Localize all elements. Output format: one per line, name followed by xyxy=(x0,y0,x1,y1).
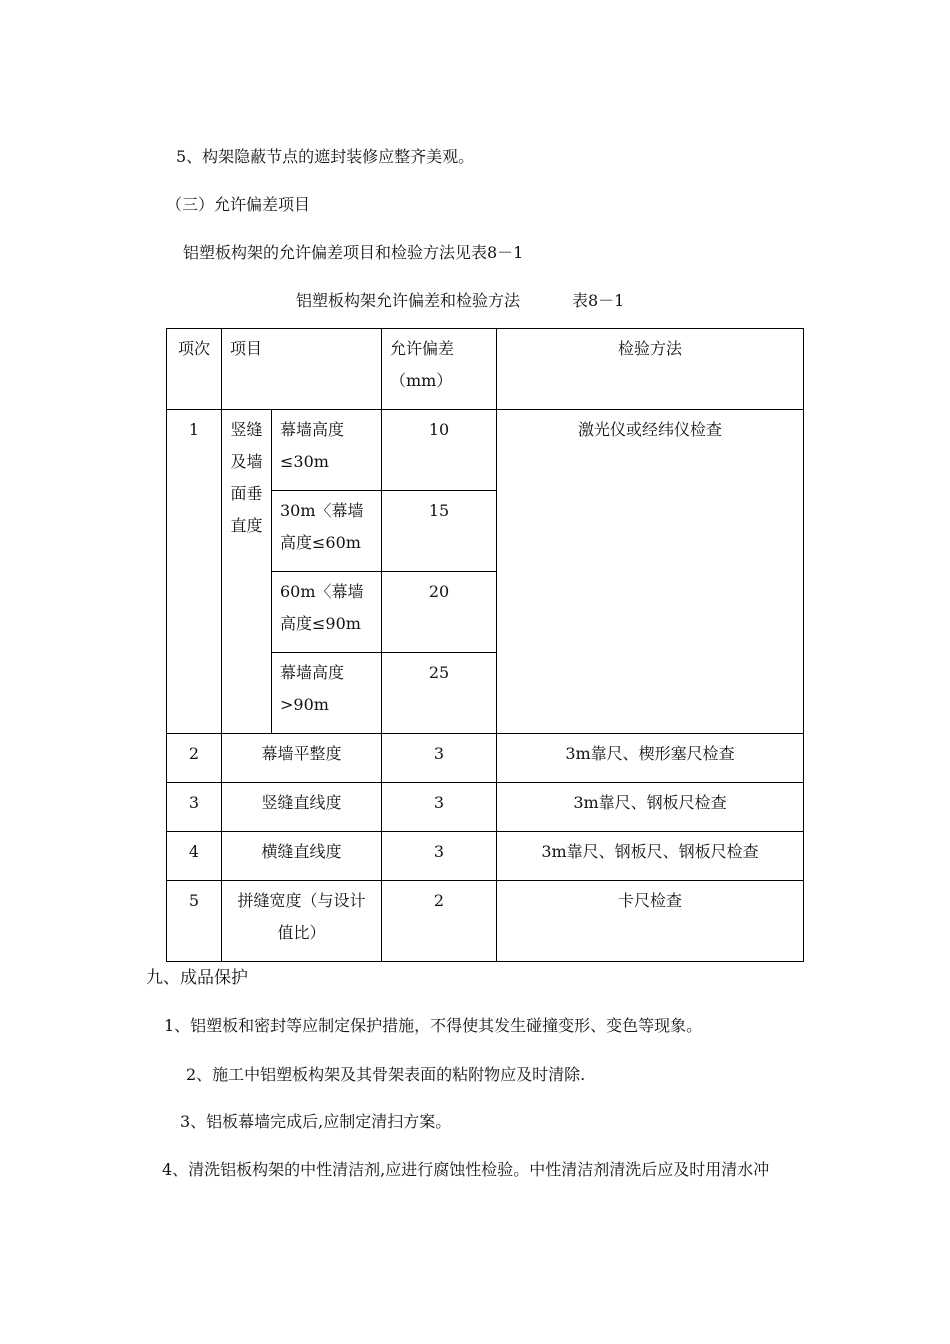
header-tolerance: 允许偏差 （mm） xyxy=(382,329,497,410)
table-header-row xyxy=(167,329,804,410)
table-caption-number: 表8－1 xyxy=(572,291,625,310)
row4-index: 4 xyxy=(167,832,222,881)
header-item: 项目 xyxy=(222,329,382,410)
row1-sub2-condition: 30m〈幕墙 高度≤60m xyxy=(272,491,382,572)
row2-index: 2 xyxy=(167,734,222,783)
row2-item: 幕墙平整度 xyxy=(222,734,382,783)
row2-method: 3m靠尺、楔形塞尺检查 xyxy=(497,734,804,783)
header-index: 项次 xyxy=(167,329,222,410)
row4-value: 3 xyxy=(382,832,497,881)
row3-item: 竖缝直线度 xyxy=(222,783,382,832)
section-9-heading: 九、成品保护 xyxy=(146,968,248,988)
row3-index: 3 xyxy=(167,783,222,832)
row1-item: 竖缝 及墙 面垂 直度 xyxy=(222,410,272,734)
table-row xyxy=(167,832,804,881)
row5-index: 5 xyxy=(167,881,222,962)
section-9-item-3: 3、铝板幕墙完成后,应制定清扫方案。 xyxy=(180,1112,452,1131)
row1-sub4-condition: 幕墙高度 >90m xyxy=(272,653,382,734)
row5-value: 2 xyxy=(382,881,497,962)
tolerance-table xyxy=(166,328,804,962)
row1-sub4-value: 25 xyxy=(382,653,497,734)
table-row xyxy=(167,783,804,832)
row4-method: 3m靠尺、钢板尺、钢板尺检查 xyxy=(497,832,804,881)
section-9-item-2: 2、施工中铝塑板构架及其骨架表面的粘附物应及时清除. xyxy=(186,1065,586,1084)
row3-method: 3m靠尺、钢板尺检查 xyxy=(497,783,804,832)
table-row xyxy=(167,410,804,491)
row1-sub2-value: 15 xyxy=(382,491,497,572)
table-row xyxy=(167,881,804,962)
paragraph-item-5: 5、构架隐蔽节点的遮封装修应整齐美观。 xyxy=(176,147,475,166)
row1-sub1-value: 10 xyxy=(382,410,497,491)
row1-index: 1 xyxy=(167,410,222,734)
row5-method: 卡尺检查 xyxy=(497,881,804,962)
subsection-heading: （三）允许偏差项目 xyxy=(166,195,311,214)
row1-sub3-condition: 60m〈幕墙 高度≤90m xyxy=(272,572,382,653)
header-method: 检验方法 xyxy=(497,329,804,410)
table-reference-paragraph: 铝塑板构架的允许偏差项目和检验方法见表8－1 xyxy=(183,243,524,262)
table-row xyxy=(167,734,804,783)
row2-value: 3 xyxy=(382,734,497,783)
section-9-item-1: 1、铝塑板和密封等应制定保护措施，不得使其发生碰撞变形、变色等现象。 xyxy=(164,1016,703,1035)
row5-item: 拼缝宽度（与设计 值比） xyxy=(222,881,382,962)
table-caption-title: 铝塑板构架允许偏差和检验方法 xyxy=(296,291,521,310)
row1-sub3-value: 20 xyxy=(382,572,497,653)
row4-item: 横缝直线度 xyxy=(222,832,382,881)
section-9-item-4: 4、清洗铝板构架的中性清洁剂,应进行腐蚀性检验。中性清洁剂清洗后应及时用清水冲 xyxy=(162,1160,770,1179)
row1-method: 激光仪或经纬仪检查 xyxy=(497,410,804,734)
row1-sub1-condition: 幕墙高度 ≤30m xyxy=(272,410,382,491)
row3-value: 3 xyxy=(382,783,497,832)
